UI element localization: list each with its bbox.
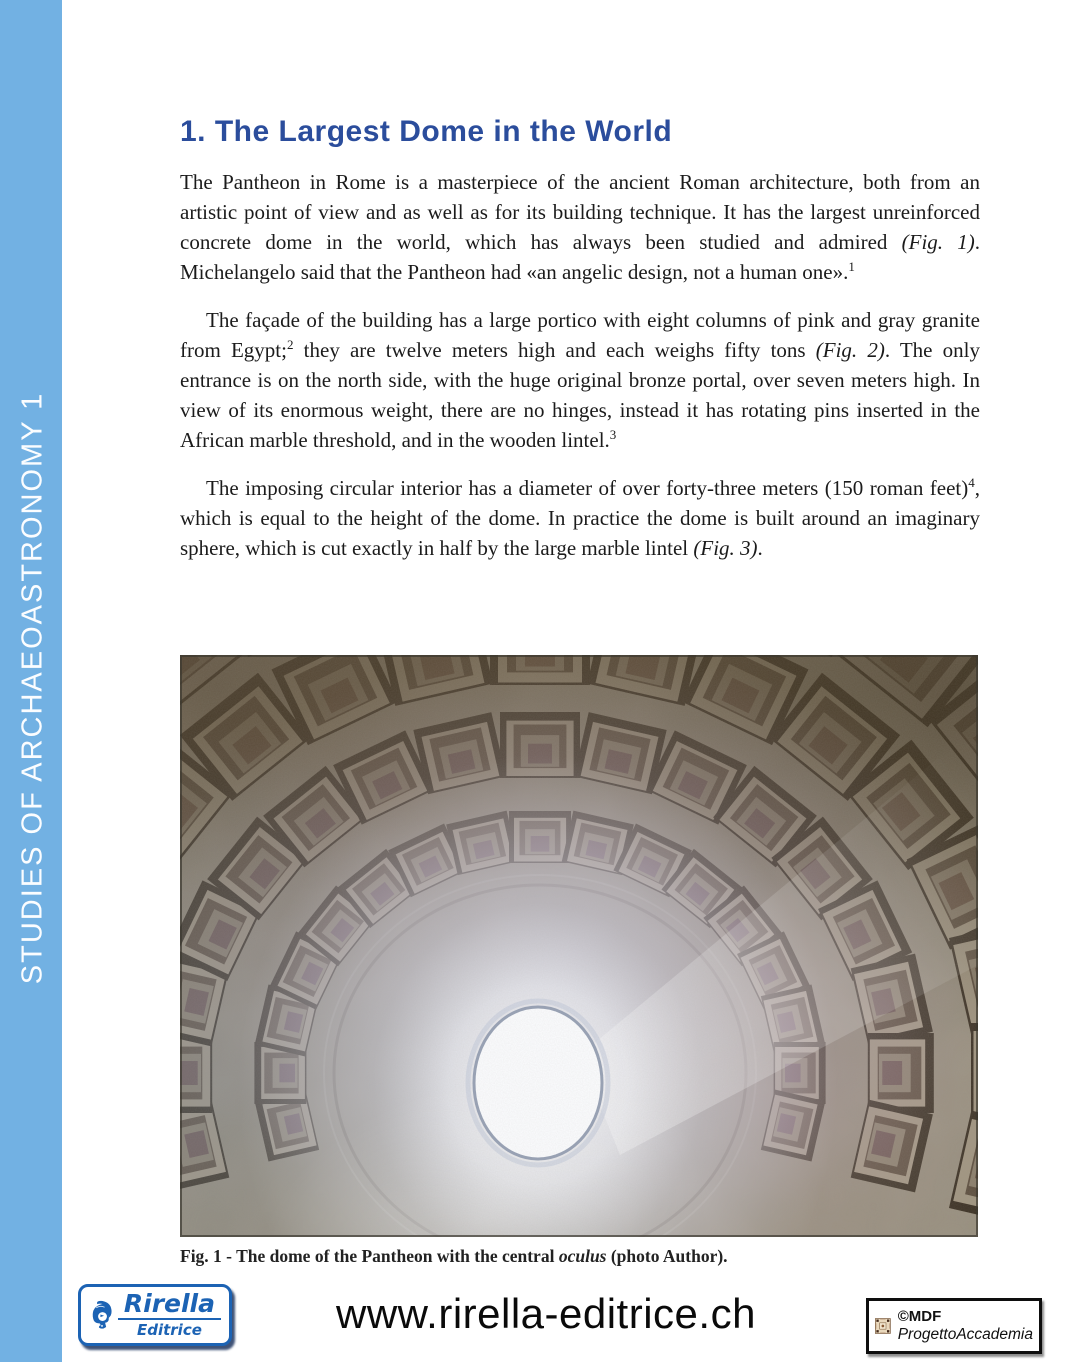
- paragraph-2: The façade of the building has a large portico with eight columns of pink and gray granite from Egypt;$^2$ they are twelve meters high and each weighs fifty tons (Fig. 2). The only entrance is on the north side, with the huge original bronze portal, over seven meters high. In view of its enormous weight, there are no hinges, instead it has rotating pins inserted in the African marble threshold, and in the wooden lintel.$^3$: [180, 308, 980, 452]
- paragraph-3: The imposing circular interior has a diameter of over forty-three meters (150 roman feet)$^4$, which is equal to the height of the dome. In practice the dome is built around an imaginary sphere, which is cut exactly in half by the large marble lintel (Fig. 3).: [180, 475, 980, 560]
- sidebar-series-title: STUDIES OF ARCHAEOASTRONOMY 1: [16, 391, 49, 985]
- credit-badge: [866, 1298, 1042, 1354]
- publisher-subtitle: Editrice: [136, 1321, 202, 1340]
- publisher-name: Rirella: [118, 1291, 221, 1320]
- publisher-website-url: www.rirella-editrice.ch: [336, 1290, 756, 1337]
- figure-caption: Fig. 1 - The dome of the Pantheon with the central oculus (photo Author).: [180, 1246, 728, 1266]
- athena-head-icon: [89, 1289, 112, 1341]
- publisher-logo: [78, 1284, 232, 1346]
- pantheon-dome-photo: [180, 655, 978, 1237]
- pantheon-plan-icon: [875, 1305, 891, 1347]
- body-text: [180, 167, 980, 581]
- paragraph-1: The Pantheon in Rome is a masterpiece of the ancient Roman architecture, both from an artistic point of view and as well as for its building technique. It has the largest unreinforced concrete dome in the world, which has always been studied and admired (Fig. 1). Michelangelo said that the Pantheon had «an angelic design, not a human one».$^1$: [180, 170, 980, 284]
- page-title: 1. The Largest Dome in the World: [180, 115, 673, 149]
- credit-copyright: ©MDF: [897, 1307, 942, 1325]
- figure-pantheon-dome: [180, 655, 978, 1266]
- credit-project: ProgettoAccademia: [897, 1325, 1033, 1343]
